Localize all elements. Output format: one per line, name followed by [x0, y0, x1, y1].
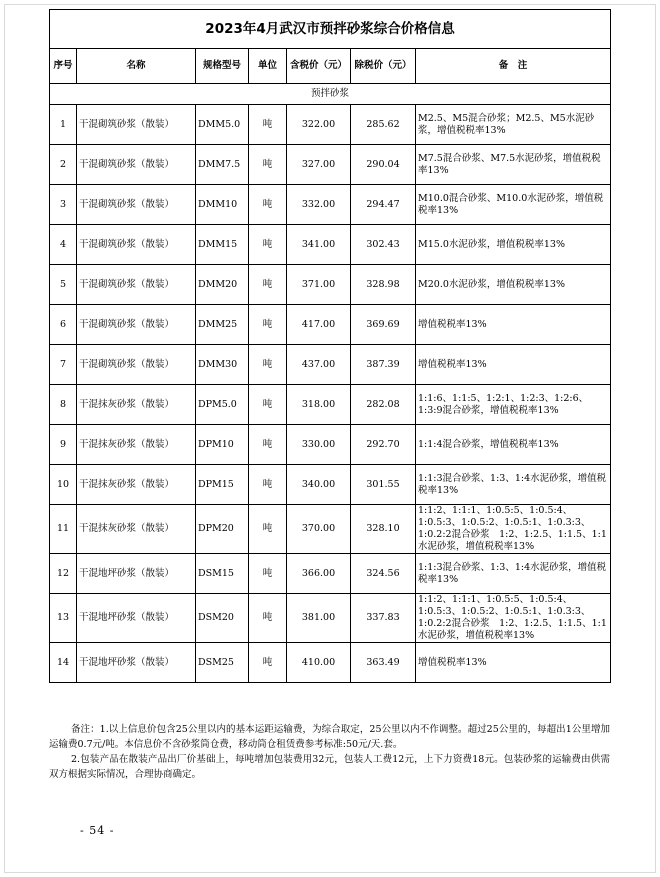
note-1: 备注：1.以上信息价包含25公里以内的基本运距运输费，为综合取定，25公里以内不作调整。超过25公里的，每超出1公里增加运输费0.7元/吨。本信息价不含砂浆筒仓费，移动筒仓租赁费参考标准:50元/天.套。 [49, 724, 610, 750]
cell-remark: M15.0水泥砂浆，增值税税率13% [416, 225, 611, 265]
cell-name: 干混砌筑砂浆（散装） [77, 345, 196, 385]
cell-unit: 吨 [249, 385, 287, 425]
cell-tax-excl: 301.55 [351, 465, 416, 505]
cell-no: 2 [50, 145, 77, 185]
cell-tax-incl: 371.00 [287, 265, 351, 305]
table-title: 2023年4月武汉市预拌砂浆综合价格信息 [50, 10, 611, 49]
cell-unit: 吨 [249, 345, 287, 385]
cell-spec: DMM5.0 [196, 105, 249, 145]
cell-name: 干混砌筑砂浆（散装） [77, 185, 196, 225]
cell-unit: 吨 [249, 225, 287, 265]
cell-name: 干混抹灰砂浆（散装） [77, 425, 196, 465]
cell-tax-excl: 324.56 [351, 554, 416, 594]
cell-remark: 增值税税率13% [416, 345, 611, 385]
cell-spec: DPM5.0 [196, 385, 249, 425]
header-unit: 单位 [249, 49, 287, 84]
cell-no: 11 [50, 505, 77, 554]
cell-name: 干混砌筑砂浆（散装） [77, 225, 196, 265]
table-row [50, 385, 611, 425]
cell-name: 干混抹灰砂浆（散装） [77, 385, 196, 425]
table-row [50, 465, 611, 505]
table-row [50, 145, 611, 185]
cell-no: 5 [50, 265, 77, 305]
cell-no: 1 [50, 105, 77, 145]
cell-remark: 1:1:2、1:1:1、1:0.5:5、1:0.5:4、1:0.5:3、1:0.5:2、1:0.5:1、1:0.3:3、1:0.2:2混合砂浆 1:2、1:2.5、1:1.5、1:1水泥砂浆，增值税税率13% [416, 594, 611, 643]
cell-remark: 1:1:3混合砂浆、1:3、1:4水泥砂浆，增值税税率13% [416, 465, 611, 505]
cell-tax-excl: 328.98 [351, 265, 416, 305]
cell-remark: 1:1:3混合砂浆、1:3、1:4水泥砂浆，增值税税率13% [416, 554, 611, 594]
cell-name: 干混砌筑砂浆（散装） [77, 145, 196, 185]
cell-spec: DPM15 [196, 465, 249, 505]
cell-name: 干混砌筑砂浆（散装） [77, 265, 196, 305]
cell-no: 13 [50, 594, 77, 643]
cell-spec: DMM30 [196, 345, 249, 385]
cell-no: 6 [50, 305, 77, 345]
cell-spec: DMM7.5 [196, 145, 249, 185]
price-table [49, 9, 611, 683]
header-spec: 规格型号 [196, 49, 249, 84]
cell-remark: 1:1:2、1:1:1、1:0.5:5、1:0.5:4、1:0.5:3、1:0.5:2、1:0.5:1、1:0.3:3、1:0.2:2混合砂浆 1:2、1:2.5、1:1.5、1:1水泥砂浆，增值税税率13% [416, 505, 611, 554]
table-row [50, 594, 611, 643]
cell-unit: 吨 [249, 145, 287, 185]
table-row [50, 425, 611, 465]
cell-tax-incl: 322.00 [287, 105, 351, 145]
cell-remark: M2.5、M5混合砂浆；M2.5、M5水泥砂浆，增值税税率13% [416, 105, 611, 145]
category-label: 预拌砂浆 [50, 84, 611, 105]
cell-unit: 吨 [249, 505, 287, 554]
table-row [50, 265, 611, 305]
cell-name: 干混地坪砂浆（散装） [77, 554, 196, 594]
header-tax-excl: 除税价（元） [351, 49, 416, 84]
cell-name: 干混地坪砂浆（散装） [77, 594, 196, 643]
cell-no: 8 [50, 385, 77, 425]
page-number: - 54 - [80, 824, 115, 837]
cell-unit: 吨 [249, 105, 287, 145]
cell-spec: DSM15 [196, 554, 249, 594]
table-row [50, 105, 611, 145]
cell-tax-excl: 292.70 [351, 425, 416, 465]
cell-unit: 吨 [249, 305, 287, 345]
cell-tax-excl: 369.69 [351, 305, 416, 345]
table-row [50, 554, 611, 594]
cell-unit: 吨 [249, 425, 287, 465]
cell-tax-incl: 366.00 [287, 554, 351, 594]
cell-tax-excl: 294.47 [351, 185, 416, 225]
cell-remark: 增值税税率13% [416, 305, 611, 345]
cell-tax-excl: 363.49 [351, 643, 416, 683]
cell-tax-excl: 302.43 [351, 225, 416, 265]
cell-tax-excl: 290.04 [351, 145, 416, 185]
cell-unit: 吨 [249, 594, 287, 643]
cell-tax-excl: 387.39 [351, 345, 416, 385]
cell-spec: DPM10 [196, 425, 249, 465]
cell-no: 3 [50, 185, 77, 225]
cell-spec: DMM10 [196, 185, 249, 225]
header-name: 名称 [77, 49, 196, 84]
cell-remark: M10.0混合砂浆、M10.0水泥砂浆，增值税税率13% [416, 185, 611, 225]
cell-spec: DMM25 [196, 305, 249, 345]
cell-no: 9 [50, 425, 77, 465]
cell-tax-incl: 437.00 [287, 345, 351, 385]
cell-spec: DSM25 [196, 643, 249, 683]
cell-remark: 1:1:4混合砂浆，增值税税率13% [416, 425, 611, 465]
cell-unit: 吨 [249, 465, 287, 505]
cell-tax-incl: 410.00 [287, 643, 351, 683]
cell-name: 干混抹灰砂浆（散装） [77, 505, 196, 554]
cell-tax-incl: 332.00 [287, 185, 351, 225]
cell-spec: DSM20 [196, 594, 249, 643]
table-row [50, 345, 611, 385]
cell-tax-incl: 370.00 [287, 505, 351, 554]
table-row [50, 643, 611, 683]
cell-unit: 吨 [249, 554, 287, 594]
cell-remark: M7.5混合砂浆、M7.5水泥砂浆，增值税税率13% [416, 145, 611, 185]
cell-unit: 吨 [249, 265, 287, 305]
cell-no: 10 [50, 465, 77, 505]
cell-tax-excl: 328.10 [351, 505, 416, 554]
notes [49, 722, 610, 782]
cell-unit: 吨 [249, 185, 287, 225]
table-row [50, 185, 611, 225]
cell-spec: DMM15 [196, 225, 249, 265]
cell-name: 干混地坪砂浆（散装） [77, 643, 196, 683]
cell-spec: DPM20 [196, 505, 249, 554]
table-row [50, 305, 611, 345]
cell-unit: 吨 [249, 643, 287, 683]
cell-remark: M20.0水泥砂浆，增值税税率13% [416, 265, 611, 305]
cell-tax-incl: 341.00 [287, 225, 351, 265]
category-row [50, 84, 611, 105]
header-seq: 序号 [50, 49, 77, 84]
cell-tax-excl: 337.83 [351, 594, 416, 643]
cell-no: 7 [50, 345, 77, 385]
cell-tax-incl: 417.00 [287, 305, 351, 345]
header-row [50, 49, 611, 84]
cell-tax-incl: 330.00 [287, 425, 351, 465]
cell-tax-incl: 327.00 [287, 145, 351, 185]
cell-name: 干混抹灰砂浆（散装） [77, 465, 196, 505]
cell-tax-incl: 381.00 [287, 594, 351, 643]
cell-tax-excl: 282.08 [351, 385, 416, 425]
cell-tax-excl: 285.62 [351, 105, 416, 145]
cell-tax-incl: 318.00 [287, 385, 351, 425]
cell-remark: 增值税税率13% [416, 643, 611, 683]
cell-name: 干混砌筑砂浆（散装） [77, 105, 196, 145]
cell-spec: DMM20 [196, 265, 249, 305]
table-row [50, 505, 611, 554]
header-remark: 备 注 [416, 49, 611, 84]
table-row [50, 225, 611, 265]
header-tax-incl: 含税价（元） [287, 49, 351, 84]
cell-remark: 1:1:6、1:1:5、1:2:1、1:2:3、1:2:6、1:3:9混合砂浆，增值税税率13% [416, 385, 611, 425]
note-2: 2.包装产品在散装产品出厂价基础上，每吨增加包装费用32元，包装人工费12元，上下力资费18元。包装砂浆的运输费由供需双方根据实际情况，合理协商确定。 [49, 754, 610, 780]
cell-name: 干混砌筑砂浆（散装） [77, 305, 196, 345]
cell-no: 12 [50, 554, 77, 594]
cell-no: 14 [50, 643, 77, 683]
cell-tax-incl: 340.00 [287, 465, 351, 505]
cell-no: 4 [50, 225, 77, 265]
